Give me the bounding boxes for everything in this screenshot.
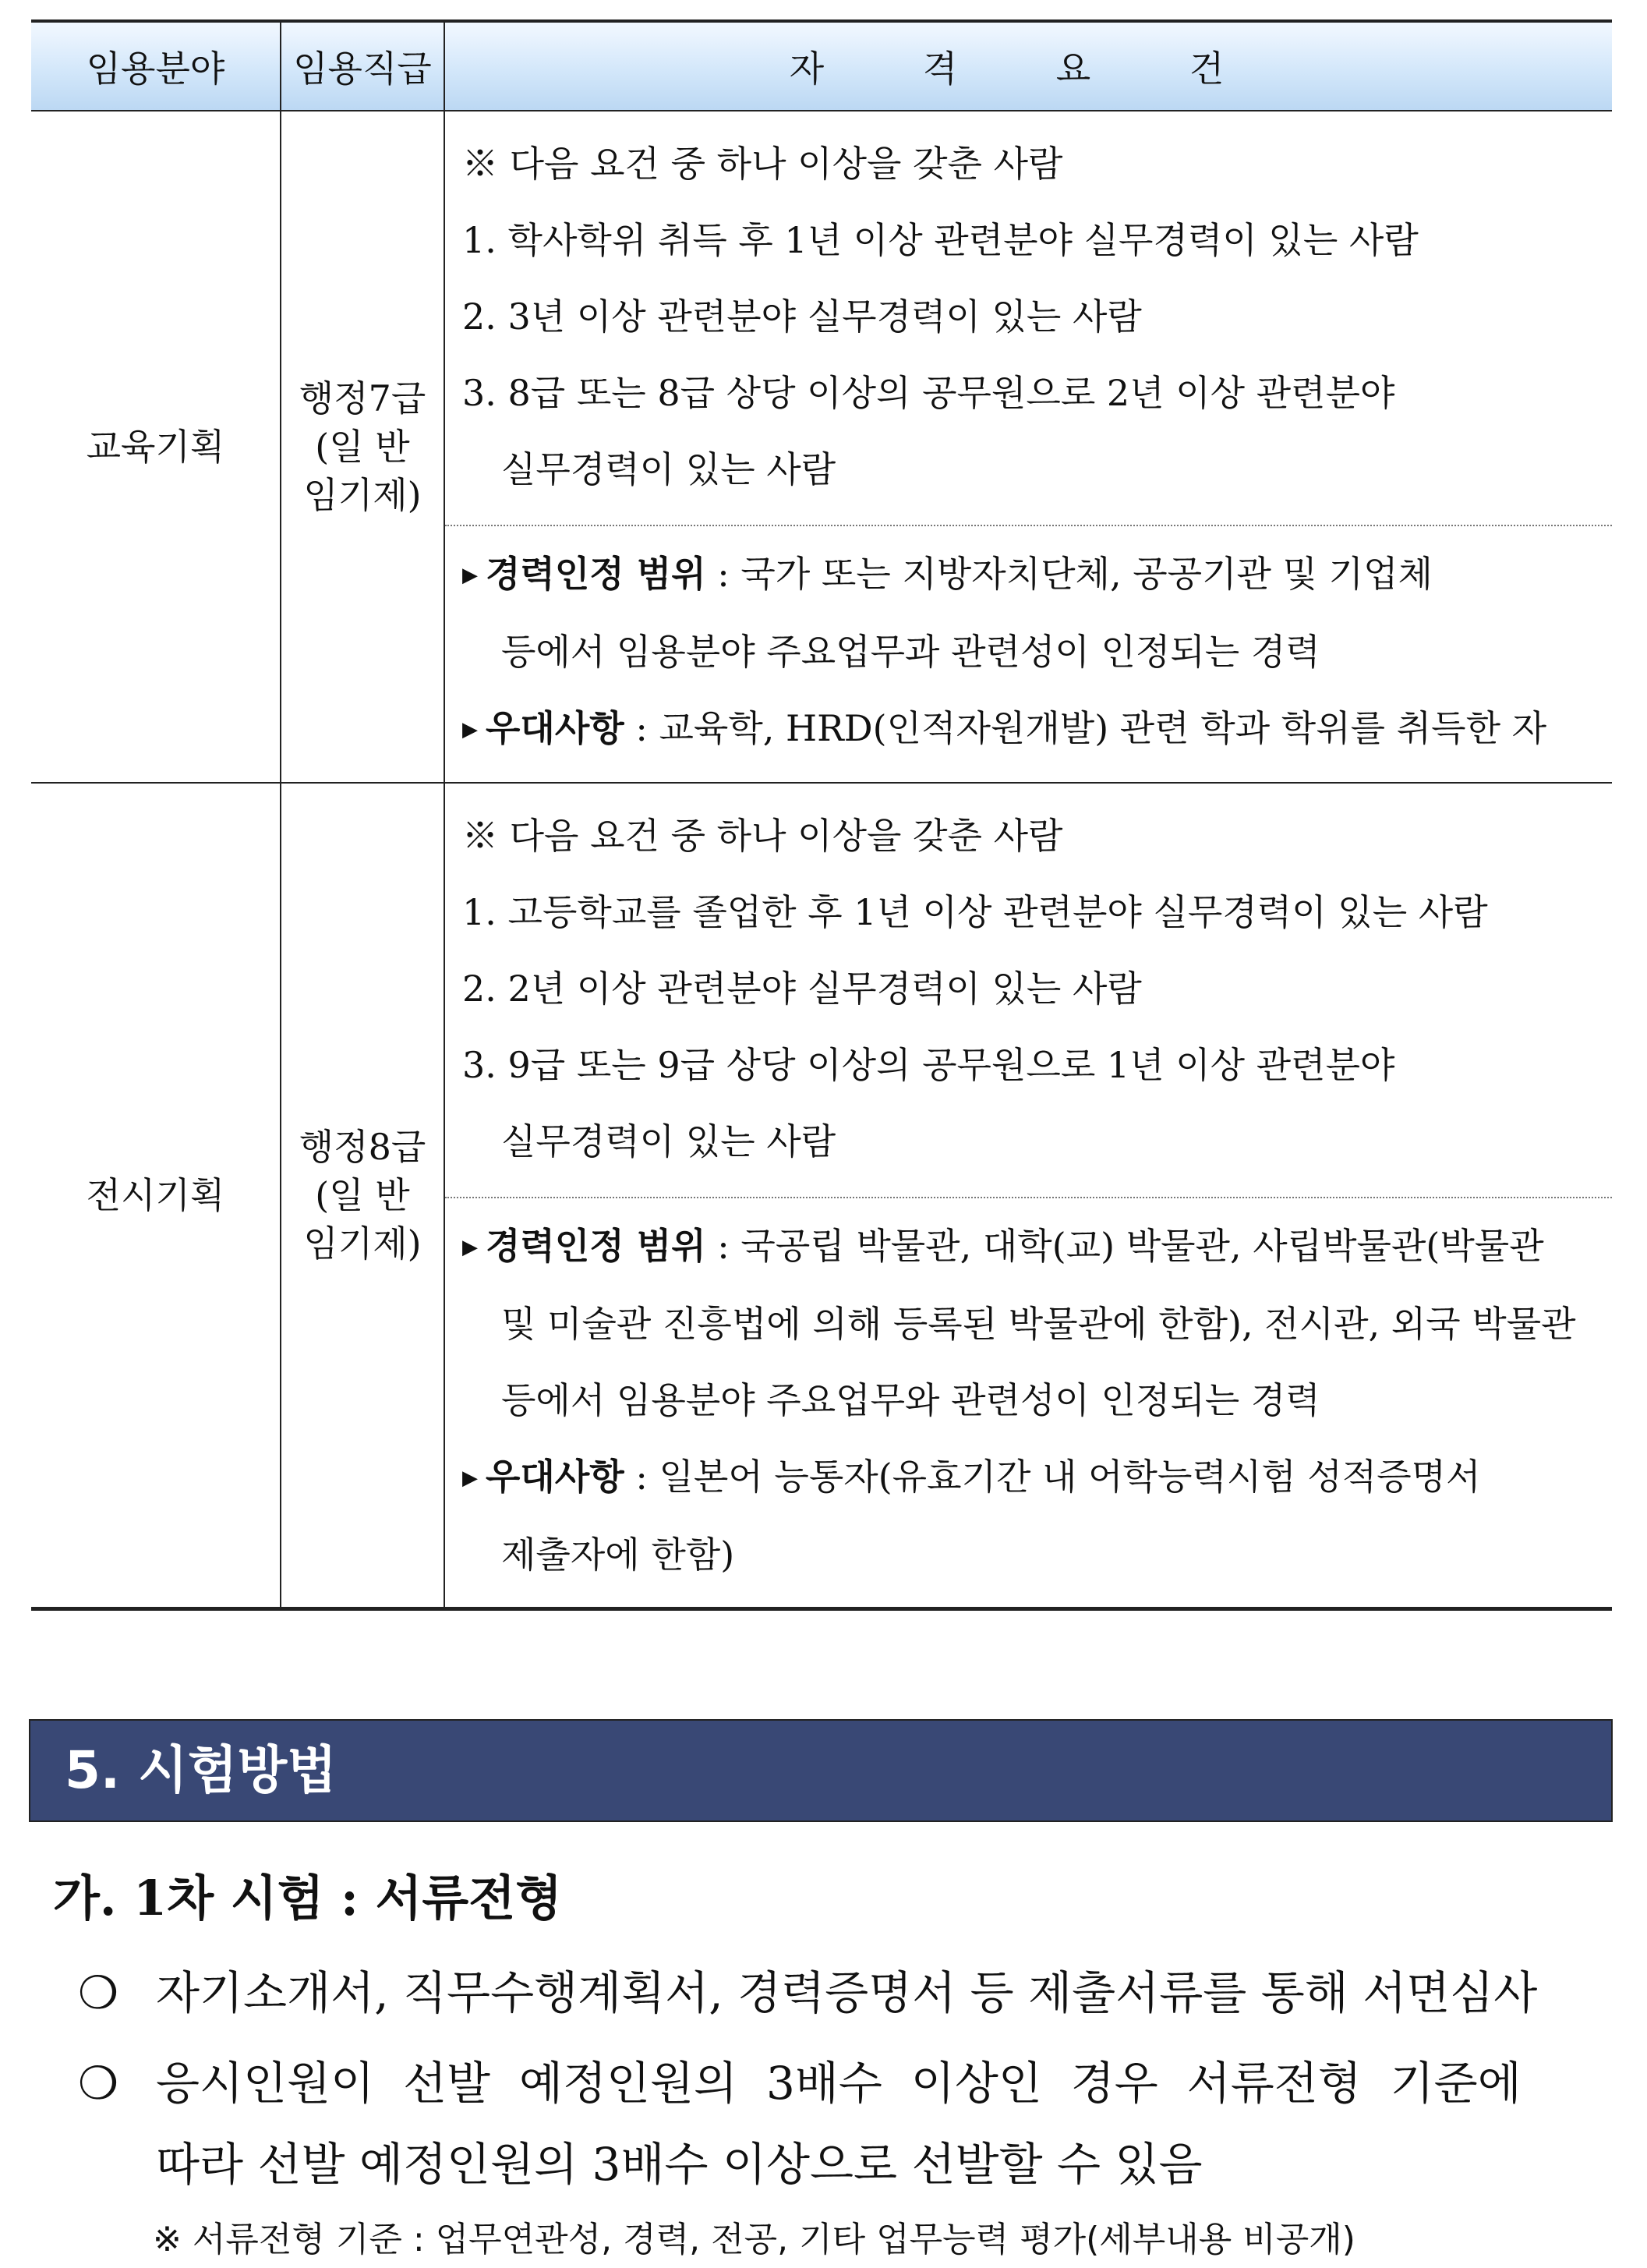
requirements-list bbox=[445, 784, 1612, 1198]
requirements-notes bbox=[445, 526, 1612, 782]
header-grade: 임용직급 bbox=[281, 21, 444, 111]
grade-cell: 행정8급 (일 반 임기제) bbox=[281, 783, 444, 1609]
requirements-cell bbox=[444, 111, 1612, 783]
career-scope-cont: 등에서 임용분야 주요업무과 관련성이 인정되는 경력 bbox=[501, 631, 1320, 673]
requirements-list bbox=[445, 111, 1612, 526]
circle-bullet-icon: ❍ bbox=[78, 2057, 118, 2110]
requirements-cell bbox=[444, 783, 1612, 1609]
requirement-item: 2. 3년 이상 관련분야 실무경력이 있는 사람 bbox=[462, 295, 1142, 338]
requirement-item: 1. 학사학위 취득 후 1년 이상 관련분야 실무경력이 있는 사람 bbox=[462, 219, 1419, 261]
header-field: 임용분야 bbox=[31, 21, 281, 111]
triangle-bullet-icon: ▶ bbox=[462, 1236, 478, 1259]
note-text: ※ 서류전형 기준 : 업무연관성, 경력, 전공, 기타 업무능력 평가(세부내용 비공개) bbox=[153, 2220, 1355, 2259]
requirements-notes bbox=[445, 1198, 1612, 1607]
requirement-item-cont: 실무경력이 있는 사람 bbox=[501, 1120, 836, 1162]
qualification-table bbox=[31, 19, 1612, 1611]
career-scope: ▶ 경력인정 범위 : 국공립 박물관, 대학(교) 박물관, 사립박물관(박물관 bbox=[462, 1208, 1603, 1286]
triangle-bullet-icon: ▶ bbox=[462, 1467, 478, 1490]
circle-bullet-icon: ❍ bbox=[78, 1966, 118, 2019]
bullet-item: ❍ 자기소개서, 직무수행계획서, 경력증명서 등 제출서류를 통해 서면심사 bbox=[78, 1951, 1537, 2035]
table-header-row bbox=[31, 21, 1612, 111]
requirement-item: 3. 8급 또는 8급 상당 이상의 공무원으로 2년 이상 관련분야 bbox=[462, 372, 1395, 414]
career-scope-cont: 및 미술관 진흥법에 의해 등록된 박물관에 한함), 전시관, 외국 박물관 bbox=[501, 1303, 1576, 1345]
field-cell: 전시기획 bbox=[31, 783, 281, 1609]
bullet-item: ❍ 응시인원이 선발 예정인원의 3배수 이상인 경우 서류전형 기준에 bbox=[78, 2041, 1522, 2125]
requirement-item: 2. 2년 이상 관련분야 실무경력이 있는 사람 bbox=[462, 968, 1142, 1010]
requirement-item: 3. 9급 또는 9급 상당 이상의 공무원으로 1년 이상 관련분야 bbox=[462, 1044, 1395, 1086]
triangle-bullet-icon: ▶ bbox=[462, 564, 478, 587]
career-scope: ▶ 경력인정 범위 : 국가 또는 지방자치단체, 공공기관 및 기업체 bbox=[462, 536, 1603, 614]
requirement-intro: ※ 다음 요건 중 하나 이상을 갖춘 사람 bbox=[462, 815, 1063, 857]
career-scope-cont: 등에서 임용분야 주요업무와 관련성이 인정되는 경력 bbox=[501, 1379, 1320, 1421]
triangle-bullet-icon: ▶ bbox=[462, 718, 478, 741]
sub-section-title: 가. 1차 시험 : 서류전형 bbox=[53, 1870, 563, 1927]
preference-cont: 제출자에 한함) bbox=[501, 1534, 735, 1576]
bullet-item-cont: 따라 선발 예정인원의 3배수 이상으로 선발할 수 있음 bbox=[156, 2138, 1203, 2191]
section-title: 5. 시험방법 bbox=[29, 1719, 1613, 1822]
table-row bbox=[31, 111, 1612, 783]
table-row bbox=[31, 783, 1612, 1609]
grade-cell: 행정7급 (일 반 임기제) bbox=[281, 111, 444, 783]
field-cell: 교육기획 bbox=[31, 111, 281, 783]
requirement-intro: ※ 다음 요건 중 하나 이상을 갖춘 사람 bbox=[462, 143, 1063, 185]
preference: ▶ 우대사항 : 교육학, HRD(인적자원개발) 관련 학과 학위를 취득한 자 bbox=[462, 690, 1603, 768]
requirement-item-cont: 실무경력이 있는 사람 bbox=[501, 448, 836, 490]
header-requirements: 자 격 요 건 bbox=[444, 21, 1612, 111]
requirement-item: 1. 고등학교를 졸업한 후 1년 이상 관련분야 실무경력이 있는 사람 bbox=[462, 891, 1488, 933]
preference: ▶ 우대사항 : 일본어 능통자(유효기간 내 어학능력시험 성적증명서 bbox=[462, 1438, 1603, 1516]
